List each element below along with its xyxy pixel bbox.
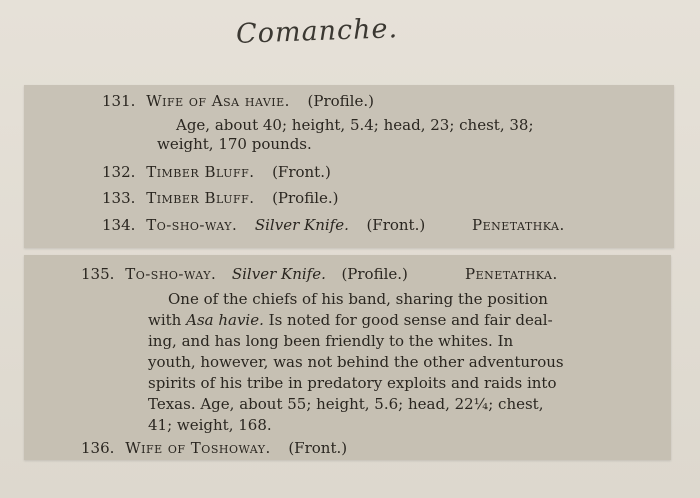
desc-text: with bbox=[148, 311, 182, 329]
entry-number: 133. bbox=[102, 189, 136, 207]
entry-view: (Profile.) bbox=[341, 265, 408, 283]
entry-name: Wife of Toshoway. bbox=[125, 439, 271, 457]
entry-number: 135. bbox=[81, 265, 115, 283]
entry-name: Wife of Asa havie. bbox=[146, 92, 290, 110]
handwritten-title: Comanche. bbox=[235, 13, 399, 50]
entry-135-desc-line-7: 41; weight, 168. bbox=[148, 416, 272, 434]
entry-view: (Front.) bbox=[288, 439, 348, 457]
entry-132-heading bbox=[102, 163, 331, 181]
entry-134-band: Penetathka. bbox=[472, 216, 565, 234]
clipping-lower bbox=[24, 255, 671, 460]
entry-alias: Silver Knife. bbox=[231, 265, 326, 283]
entry-134-heading bbox=[102, 216, 425, 234]
entry-135-desc-line-6: Texas. Age, about 55; height, 5.6; head, 22¼; chest, bbox=[148, 395, 544, 413]
entry-alias: Silver Knife. bbox=[254, 216, 349, 234]
entry-view: (Profile.) bbox=[272, 189, 339, 207]
entry-135-band: Penetathka. bbox=[465, 265, 558, 283]
desc-text: Is noted for good sense and fair deal- bbox=[268, 311, 553, 329]
entry-135-desc-line-3: ing, and has long been friendly to the whites. In bbox=[148, 332, 514, 350]
entry-name: To-sho-way. bbox=[146, 216, 238, 234]
entry-number: 131. bbox=[102, 92, 136, 110]
entry-view: (Profile.) bbox=[307, 92, 374, 110]
desc-italic-name: Asa havie. bbox=[186, 311, 264, 329]
entry-136-heading bbox=[81, 439, 347, 457]
entry-view: (Front.) bbox=[272, 163, 331, 181]
entry-name: Timber Bluff. bbox=[146, 189, 255, 207]
entry-name: Timber Bluff. bbox=[146, 163, 255, 181]
entry-135-desc-line-1: One of the chiefs of his band, sharing the position bbox=[168, 290, 548, 308]
entry-131-heading bbox=[102, 92, 374, 110]
entry-135-desc-line-4: youth, however, was not behind the other adventurous bbox=[148, 353, 564, 371]
entry-131-desc-line-2: weight, 170 pounds. bbox=[157, 135, 312, 153]
entry-135-desc-line-5: spirits of his tribe in predatory exploits and raids into bbox=[148, 374, 557, 392]
entry-135-heading bbox=[81, 265, 408, 283]
entry-view: (Front.) bbox=[366, 216, 426, 234]
entry-131-desc-line-1: Age, about 40; height, 5.4; head, 23; chest, 38; bbox=[176, 116, 534, 134]
entry-number: 136. bbox=[81, 439, 115, 457]
entry-name: To-sho-way. bbox=[125, 265, 217, 283]
entry-number: 134. bbox=[102, 216, 136, 234]
entry-133-heading bbox=[102, 189, 339, 207]
entry-135-desc-line-2 bbox=[148, 310, 553, 331]
entry-number: 132. bbox=[102, 163, 136, 181]
clipping-upper bbox=[24, 85, 674, 248]
